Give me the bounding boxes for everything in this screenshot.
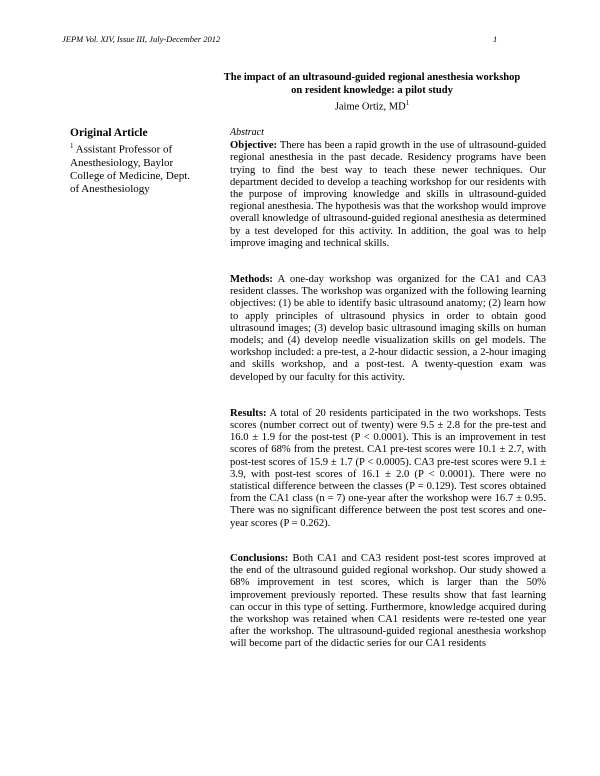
objective-paragraph <box>230 140 546 250</box>
article-type: Original Article <box>70 127 148 139</box>
results-text: A total of 20 residents participated in the two workshops. Tests scores (number correct out of twenty) were 9.5 ± 2.8 for the pre-test and 16.0 ± 1.9 for the post-test (P < 0.0001). This is an improvement in test scores of 68% from the pretest. CA1 pre-test scores were 10.1 ± 2.7, with post-test scores of 15.9 ± 1.7 (P < 0.0005). CA3 pre-test scores were 9.1 ± 3.9, with post-test scores of 16.1 ± 2.0 (P < 0.0001). There were no statistical difference between the classes (P = 0.129). Test scores obtained from the CA1 class (n = 7) one-year after the workshop were 16.7 ± 0.95. There was no significant difference between the post test scores and one-year scores (P = 0.262). <box>230 407 546 529</box>
affiliation-superscript: 1 <box>70 142 74 151</box>
methods-text: A one-day workshop was organized for the CA1 and CA3 resident classes. The workshop was organized with the following learning objectives: (1) be able to identify basic ultrasound anatomy; (2) learn how to apply principles of ultrasound physics in order to obtain good ultrasound images; (3) develop basic ultrasound imaging skills on human models; and (4) develop needle visualization skills on gel models. The workshop included: a pre-test, a 2-hour didactic session, a 2-hour imaging and skills workshop, and a post-test. A twenty-question exam was developed by our faculty for this activity. <box>230 274 546 383</box>
journal-header: JEPM Vol. XIV, Issue III, July-December 2012 <box>62 34 221 44</box>
paper-title-line-2: on resident knowledge: a pilot study <box>291 85 453 96</box>
title-block <box>200 71 544 114</box>
results-label: Results: <box>230 407 267 419</box>
author-name: Jaime Ortiz, MD <box>334 101 406 113</box>
conclusions-paragraph <box>230 553 546 651</box>
conclusions-label: Conclusions: <box>230 552 289 564</box>
objective-label: Objective: <box>230 140 278 152</box>
paper-title-line-1: The impact of an ultrasound-guided regional anesthesia workshop <box>223 72 521 83</box>
conclusions-text: Both CA1 and CA3 resident post-test scores improved at the end of the ultrasound guided regional workshop. Our study showed a 68% improvement in test scores, which is larger than the 50% improvement previously reported. These results show that fast learning can occur in this type of setting. Furthermore, knowledge acquired during the workshop was retained when CA1 residents were re-tested one year after the workshop. The ultrasound-guided regional anesthesia workshop will become part of the didactic series for our CA1 residents <box>230 552 546 650</box>
objective-text: There has been a rapid growth in the use of ultrasound-guided regional anesthesia in the past decade. Residency programs have been trying to find the best way to teach these newer techniques. Our department decided to develop a teaching workshop for our residents with the purpose of improving knowledge and skills in ultrasound-guided regional anesthesia. The hypothesis was that the workshop would improve overall knowledge of ultrasound-guided regional anesthesia as determined by a test developed for this activity. In addition, the goal was to help improve imaging and technical skills. <box>230 140 546 249</box>
affiliation <box>70 140 195 196</box>
sidebar <box>70 127 195 197</box>
page-number: 1 <box>493 34 498 44</box>
abstract-label: Abstract <box>230 127 264 138</box>
author-superscript: 1 <box>405 99 410 107</box>
abstract-body <box>230 127 546 651</box>
affiliation-text: Assistant Professor of Anesthesiology, Baylor College of Medicine, Dept. of Anesthesiology <box>70 143 191 196</box>
methods-label: Methods: <box>230 274 273 286</box>
methods-paragraph <box>230 274 546 384</box>
author-line <box>200 97 544 114</box>
results-paragraph <box>230 408 546 530</box>
